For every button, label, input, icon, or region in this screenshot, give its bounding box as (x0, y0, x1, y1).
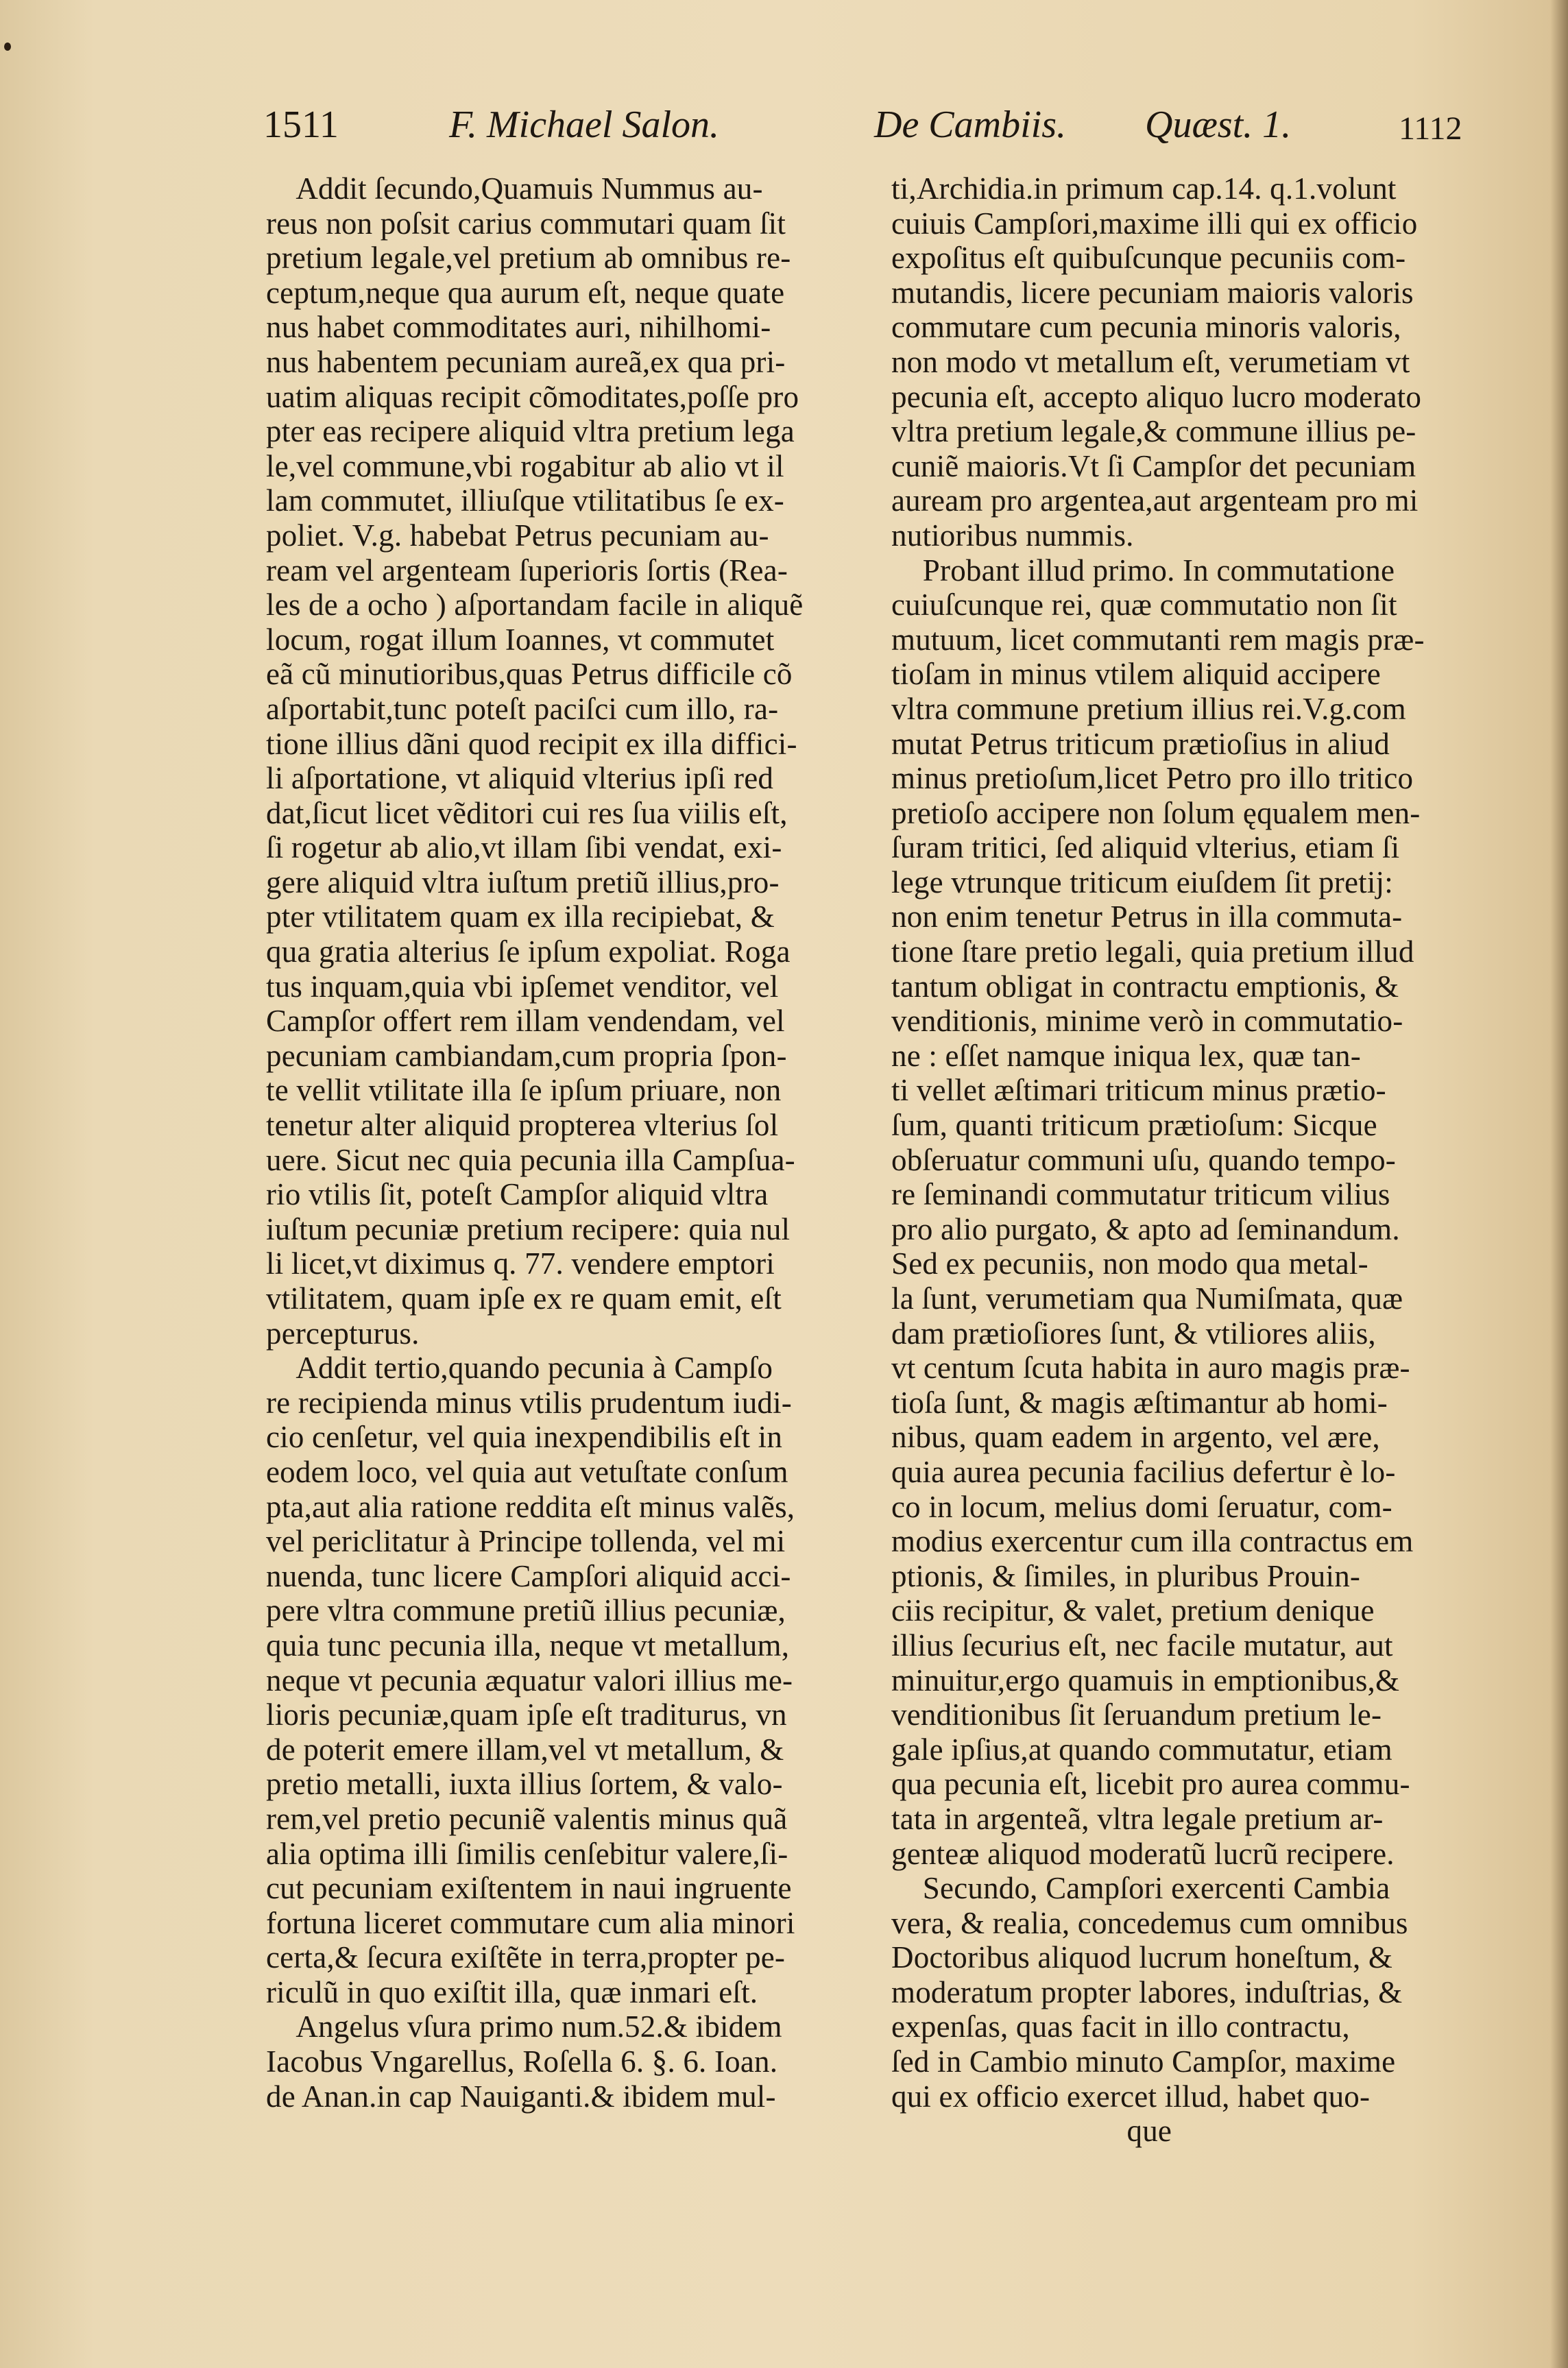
text-line: nus habentem pecuniam aureã,ex qua pri- (266, 344, 786, 379)
text-line: reus non poſsit carius commutari quam ſit (266, 206, 786, 241)
text-line: nus habet commoditates auri, nihilhomi- (266, 310, 771, 345)
text-line: iuſtum pecuniæ pretium recipere: quia nul (266, 1211, 791, 1246)
text-line: Sed ex pecuniis, non modo qua metal- (891, 1246, 1368, 1281)
text-line: ti,Archidia.in primum cap.14. q.1.volunt (891, 171, 1397, 206)
text-line: rem,vel pretio pecuniẽ valentis minus quã (266, 1801, 788, 1836)
text-line: commutare cum pecunia minoris valoris, (891, 310, 1401, 345)
text-line: re recipienda minus vtilis prudentum iudi- (266, 1385, 792, 1420)
text-line: pecunia eſt, accepto aliquo lucro moderato (891, 379, 1422, 414)
text-line: pro alio purgato, & apto ad ſeminandum. (891, 1211, 1400, 1246)
text-line: pretio metalli, iuxta illius ſortem, & valo- (266, 1767, 783, 1802)
text-line: tione ſtare pretio legali, quia pretium illud (891, 934, 1414, 969)
text-line: qui ex officio exercet illud, habet quo- (891, 2079, 1371, 2114)
text-line: uere. Sicut nec quia pecunia illa Campſua- (266, 1142, 795, 1177)
text-line: pter vtilitatem quam ex illa recipiebat, & (266, 899, 775, 934)
text-line: ciis recipitur, & valet, pretium denique (891, 1593, 1375, 1628)
text-line: qua gratia alterius ſe ipſum expoliat. Roga (266, 934, 791, 969)
text-line: mutuum, licet commutanti rem magis præ- (891, 622, 1425, 657)
text-line: venditionibus ſit ſeruandum pretium le- (891, 1698, 1382, 1732)
text-line: nuenda, tunc licere Campſori aliquid acci- (266, 1558, 791, 1593)
text-line: rio vtilis ſit, poteſt Campſor aliquid vltra (266, 1177, 769, 1212)
text-line: ream vel argenteam ſuperioris ſortis (Rea- (266, 553, 788, 588)
text-line: tione illius dãni quod recipit ex illa diffici- (266, 726, 797, 761)
text-line: tus inquam,quia vbi ipſemet venditor, vel (266, 969, 779, 1004)
text-line: neque vt pecunia æquatur valori illius me- (266, 1663, 793, 1698)
text-line: mutat Petrus triticum prætioſius in aliud (891, 726, 1390, 761)
text-line: dam prætioſiores ſunt, & vtiliores aliis, (891, 1316, 1376, 1351)
text-line: obſeruatur communi uſu, quando tempo- (891, 1142, 1396, 1177)
text-line: Addit tertio,quando pecunia à Campſo (266, 1351, 773, 1386)
text-line: pta,aut alia ratione reddita eſt minus valẽs, (266, 1489, 795, 1524)
text-line: uatim aliquas recipit cõmoditates,poſſe pro (266, 379, 799, 414)
text-line: gale ipſius,at quando commutatur, etiam (891, 1732, 1392, 1767)
text-line: gere aliquid vltra iuſtum pretiũ illius,pro- (266, 865, 780, 899)
text-line: percepturus. (266, 1316, 420, 1351)
text-line: de Anan.in cap Nauiganti.& ibidem mul- (266, 2079, 776, 2114)
text-line: pretium legale,vel pretium ab omnibus re- (266, 241, 791, 276)
text-line: alia optima illi ſimilis cenſebitur valere,ſi- (266, 1836, 788, 1871)
running-head-author: F. Michael Salon. (449, 104, 720, 146)
text-line: vtilitatem, quam ipſe ex re quam emit, eſt (266, 1281, 782, 1316)
text-line: les de a ocho ) aſportandam facile in aliquẽ (266, 588, 804, 623)
text-line: que (891, 2114, 1172, 2149)
text-line: Addit ſecundo,Quamuis Nummus au- (266, 171, 763, 206)
text-line: auream pro argentea,aut argenteam pro mi (891, 483, 1419, 518)
text-line: Campſor offert rem illam vendendam, vel (266, 1004, 785, 1039)
running-head-quaestio: Quæst. 1. (1145, 104, 1292, 146)
text-line: Iacobus Vngarellus, Roſella 6. §. 6. Ioan. (266, 2044, 778, 2079)
page-number-left: 1511 (263, 104, 339, 146)
text-line: non modo vt metallum eſt, verumetiam vt (891, 344, 1410, 379)
text-line: dat,ſicut licet vẽditori cui res ſua viilis eſt, (266, 795, 788, 830)
text-line: de poterit emere illam,vel vt metallum, & (266, 1732, 784, 1767)
text-line: tioſam in minus vtilem aliquid accipere (891, 657, 1381, 692)
text-line: cio cenſetur, vel quia inexpendibilis eſt in (266, 1420, 783, 1455)
text-line: pretioſo accipere non ſolum ęqualem men- (891, 795, 1421, 830)
text-line: vltra commune pretium illius rei.V.g.com (891, 691, 1406, 726)
text-line: venditionis, minime verò in commutatio- (891, 1004, 1403, 1039)
text-line: cuniẽ maioris.Vt ſi Campſor det pecuniam (891, 448, 1416, 483)
left-text-column (266, 171, 828, 2114)
text-line: Doctoribus aliquod lucrum honeſtum, & (891, 1940, 1393, 1975)
text-line: ſi rogetur ab alio,vt illam ſibi vendat, exi- (266, 830, 782, 865)
text-line: expenſas, quas facit in illo contractu, (891, 2009, 1350, 2044)
text-line: nibus, quam eadem in argento, vel ære, (891, 1420, 1380, 1455)
text-line: quia aurea pecunia facilius defertur è lo- (891, 1454, 1396, 1489)
text-line: tioſa ſunt, & magis æſtimantur ab homi- (891, 1385, 1388, 1420)
page-number-right: 1112 (1399, 110, 1462, 147)
text-line: ſed in Cambio minuto Campſor, maxime (891, 2044, 1396, 2079)
text-line: vltra pretium legale,& commune illius pe- (891, 414, 1416, 449)
text-line: eã cũ minutioribus,quas Petrus difficile cõ (266, 657, 793, 692)
text-line: locum, rogat illum Ioannes, vt commutet (266, 622, 775, 657)
text-line: eodem loco, vel quia aut vetuſtate conſum (266, 1454, 788, 1489)
text-line: non enim tenetur Petrus in illa commuta- (891, 899, 1403, 934)
text-line: lioris pecuniæ,quam ipſe eſt traditurus, vn (266, 1698, 787, 1732)
text-line: certa,& ſecura exiſtẽte in terra,propter pe- (266, 1940, 786, 1975)
text-line: re ſeminandi commutatur triticum vilius (891, 1177, 1390, 1212)
running-head-title: De Cambiis. (874, 104, 1066, 146)
text-line: vera, & realia, concedemus cum omnibus (891, 1905, 1408, 1940)
text-line: cuiuis Campſori,maxime illi qui ex officio (891, 206, 1418, 241)
text-line: li licet,vt diximus q. 77. vendere emptori (266, 1246, 775, 1281)
text-line: co in locum, melius domi ſeruatur, com- (891, 1489, 1392, 1524)
text-line: te vellit vtilitate illa ſe ipſum priuare, non (266, 1073, 782, 1108)
text-line: riculũ in quo exiſtit illa, quæ inmari eſt. (266, 1974, 758, 2009)
text-line: Angelus vſura primo num.52.& ibidem (266, 2009, 782, 2044)
text-line: poliet. V.g. habebat Petrus pecuniam au- (266, 518, 769, 553)
text-line: ſuram tritici, ſed aliquid vlterius, etiam ſi (891, 830, 1400, 865)
text-line: moderatum propter labores, induſtrias, & (891, 1974, 1403, 2009)
text-line: pecuniam cambiandam,cum propria ſpon- (266, 1038, 787, 1073)
text-line: minus pretioſum,licet Petro pro illo tritico (891, 761, 1414, 796)
text-line: ne : eſſet namque iniqua lex, quæ tan- (891, 1038, 1361, 1073)
text-line: vt centum ſcuta habita in auro magis præ- (891, 1351, 1410, 1386)
text-line: le,vel commune,vbi rogabitur ab alio vt il (266, 448, 784, 483)
text-line: vel periclitatur à Principe tollenda, vel mi (266, 1524, 786, 1559)
text-line: illius ſecurius eſt, nec facile mutatur, aut (891, 1628, 1393, 1663)
text-line: ptionis, & ſimiles, in pluribus Prouin- (891, 1558, 1361, 1593)
text-line: Probant illud primo. In commutatione (891, 553, 1395, 588)
text-line: la ſunt, verumetiam qua Numiſmata, quæ (891, 1281, 1403, 1316)
text-line: pter eas recipere aliquid vltra pretium lega (266, 414, 795, 449)
text-line: cut pecuniam exiſtentem in naui ingruente (266, 1871, 792, 1906)
text-line: fortuna liceret commutare cum alia minori (266, 1905, 795, 1940)
text-line: qua pecunia eſt, licebit pro aurea commu- (891, 1767, 1410, 1802)
text-line: cuiuſcunque rei, quæ commutatio non ſit (891, 588, 1397, 623)
text-line: li aſportatione, vt aliquid vlterius ipſi red (266, 761, 774, 796)
text-line: lege vtrunque triticum eiuſdem ſit pretij: (891, 865, 1393, 899)
text-line: expoſitus eſt quibuſcunque pecuniis com- (891, 241, 1406, 276)
text-line: ti vellet æſtimari triticum minus prætio- (891, 1073, 1386, 1108)
text-line: lam commutet, illiuſque vtilitatibus ſe ex- (266, 483, 784, 518)
text-line: ſum, quanti triticum prætioſum: Sicque (891, 1108, 1377, 1143)
text-line: minuitur,ergo quamuis in emptionibus,& (891, 1663, 1400, 1698)
text-line: tata in argenteã, vltra legale pretium ar- (891, 1801, 1384, 1836)
text-line: tantum obligat in contractu emptionis, & (891, 969, 1399, 1004)
text-line: modius exercentur cum illa contractus em (891, 1524, 1414, 1559)
text-line: aſportabit,tunc poteſt paciſci cum illo, ra- (266, 691, 779, 726)
page-edge-shadow (1550, 0, 1568, 2368)
text-line: quia tunc pecunia illa, neque vt metallum, (266, 1628, 790, 1663)
text-line: nutioribus nummis. (891, 518, 1134, 553)
text-line: ceptum,neque qua aurum eſt, neque quate (266, 275, 785, 310)
right-text-column (891, 171, 1481, 2149)
text-line: Secundo, Campſori exercenti Cambia (891, 1871, 1390, 1906)
text-line: genteæ aliquod moderatũ lucrũ recipere. (891, 1836, 1395, 1871)
text-line: tenetur alter aliquid propterea vlterius ſol (266, 1108, 779, 1143)
ink-spot (4, 43, 11, 51)
text-line: pere vltra commune pretiũ illius pecuniæ, (266, 1593, 786, 1628)
text-line: mutandis, licere pecuniam maioris valoris (891, 275, 1414, 310)
